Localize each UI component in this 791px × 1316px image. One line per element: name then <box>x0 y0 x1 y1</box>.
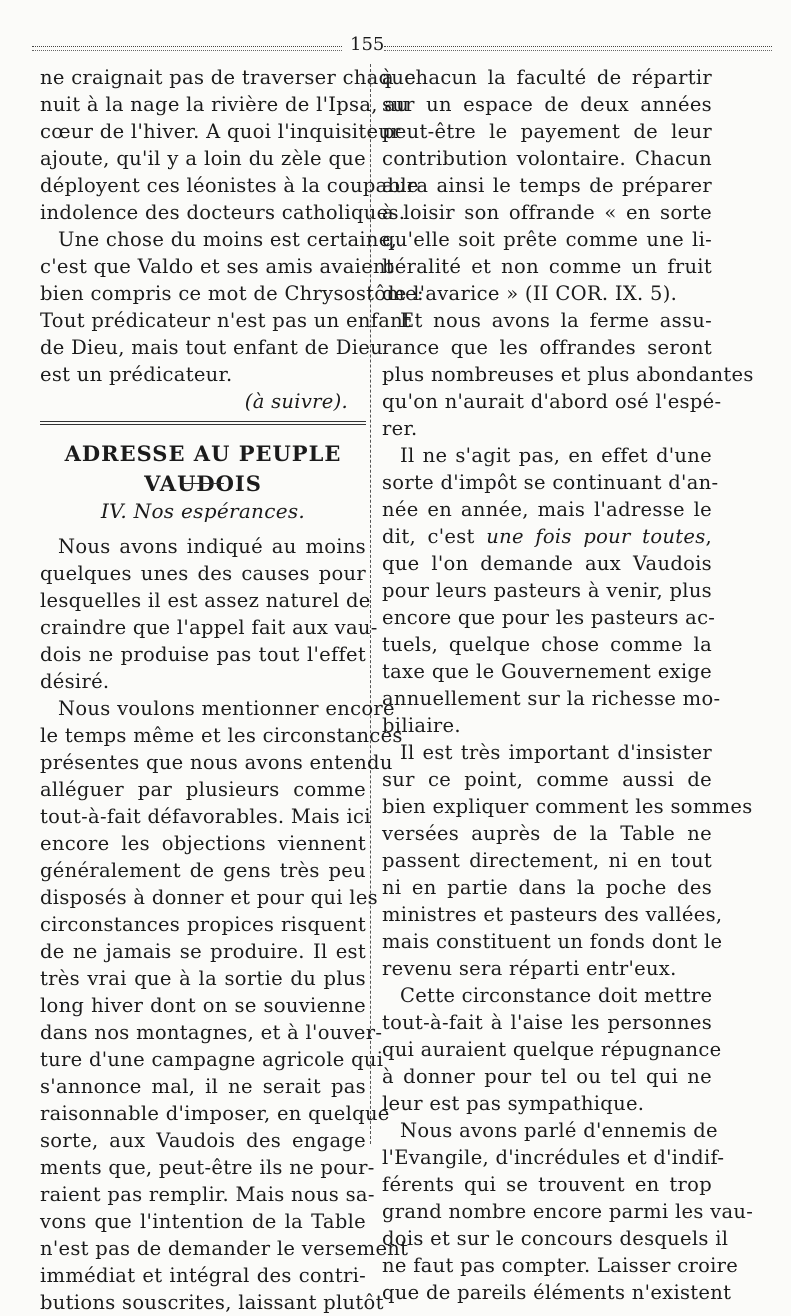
title-dash <box>40 473 366 493</box>
text-line: qu'on n'aurait d'abord osé l'espé- <box>382 390 722 413</box>
text-line: généralement de gens très peu <box>40 859 366 882</box>
text-line: plus nombreuses et plus abondantes <box>382 363 754 386</box>
text-line: grand nombre encore parmi les vau- <box>382 1200 754 1223</box>
text-line: butions souscrites, laissant plutôt <box>40 1291 384 1314</box>
text-line: disposés à donner et pour qui les <box>40 886 378 909</box>
text-line: raient pas remplir. Mais nous sa- <box>40 1183 375 1206</box>
text-line: pour leurs pasteurs à venir, plus <box>382 579 712 602</box>
text-line: bien expliquer comment les sommes <box>382 795 753 818</box>
text-line: s'annonce mal, il ne serait pas <box>40 1075 366 1098</box>
text-line: est un prédicateur. <box>40 363 233 386</box>
page-header <box>32 28 772 58</box>
text-line: ne craignait pas de traverser chaque <box>40 66 417 89</box>
text-line: férents qui se trouvent en trop <box>382 1173 712 1196</box>
text-line: mais constituent un fonds dont le <box>382 930 723 953</box>
text-line: que l'on demande aux Vaudois <box>382 552 712 575</box>
text-line: qu'elle soit prête comme une li- <box>382 228 712 251</box>
text-line: long hiver dont on se souvienne <box>40 994 366 1017</box>
text-line: Il est très important d'insister <box>400 741 712 764</box>
text-line: indolence des docteurs catholiques. <box>40 201 406 224</box>
left-paragraph-2 <box>40 226 424 388</box>
double-rule-separator <box>40 421 366 425</box>
text-line: née en année, mais l'adresse le <box>382 498 712 521</box>
text-line: rer. <box>382 417 418 440</box>
text-line: annuellement sur la richesse mo- <box>382 687 721 710</box>
text-line: leur est pas sympathique. <box>382 1092 645 1115</box>
text-line: ajoute, qu'il y a loin du zèle que <box>40 147 366 170</box>
right-paragraph-3 <box>382 442 721 739</box>
right-paragraph-1 <box>382 64 712 307</box>
text-line: sur un espace de deux années <box>382 93 712 116</box>
text-line: ture d'une campagne agricole qui <box>40 1048 384 1071</box>
right-paragraph-2 <box>382 307 754 442</box>
text-line: vons que l'intention de la Table <box>40 1210 366 1233</box>
to-be-continued: (à suivre). <box>244 390 348 413</box>
left-paragraph-1 <box>40 64 419 226</box>
text-line: dit, c'est une fois pour toutes, <box>382 525 713 548</box>
text-line: ne faut pas compter. Laisser croire <box>382 1254 739 1277</box>
text-line: ministres et pasteurs des vallées, <box>382 903 723 926</box>
text-line: Une chose du moins est certaine, <box>58 228 398 251</box>
text-line: de l'avarice » (II COR. IX. 5). <box>382 282 678 305</box>
text-line: quelques unes des causes pour <box>40 562 366 585</box>
right-column <box>382 64 754 1306</box>
text-line: bien compris ce mot de Chrysostôme: <box>40 282 424 305</box>
text-line: biliaire. <box>382 714 461 737</box>
text-line: Nous avons indiqué au moins <box>58 535 366 558</box>
text-line: que de pareils éléments n'existent <box>382 1281 732 1304</box>
text-line: Nous avons parlé d'ennemis de <box>400 1119 718 1142</box>
text-line: tout-à-fait à l'aise les personnes <box>382 1011 712 1034</box>
text-line: le temps même et les circonstances <box>40 724 403 747</box>
text-line: ni en partie dans la poche des <box>382 876 712 899</box>
text-line: sur ce point, comme aussi de <box>382 768 712 791</box>
text-line: lesquelles il est assez naturel de <box>40 589 371 612</box>
text-line: sorte, aux Vaudois des engage <box>40 1129 366 1152</box>
right-paragraph-6 <box>382 1117 754 1306</box>
left-paragraph-4 <box>40 695 409 1316</box>
text-line: raisonnable d'imposer, en quelque <box>40 1102 390 1125</box>
text-line: dans nos montagnes, et à l'ouver- <box>40 1021 383 1044</box>
text-line: c'est que Valdo et ses amis avaient <box>40 255 395 278</box>
text-line: qui auraient quelque répugnance <box>382 1038 722 1061</box>
text-line: très vrai que à la sortie du plus <box>40 967 366 990</box>
text-line: Il ne s'agit pas, en effet d'une <box>400 444 712 467</box>
italic-phrase: une fois pour toutes <box>486 525 706 548</box>
text-line: désiré. <box>40 670 110 693</box>
text-line: ments que, peut-être ils ne pour- <box>40 1156 375 1179</box>
text-line: revenu sera réparti entr'eux. <box>382 957 677 980</box>
text-line: nuit à la nage la rivière de l'Ipsa, au <box>40 93 410 116</box>
text-line: aura ainsi le temps de préparer <box>382 174 712 197</box>
text-line: peut-être le payement de leur <box>382 120 712 143</box>
text-line: Et nous avons la ferme assu- <box>400 309 712 332</box>
text-line: déployent ces léonistes à la coupable <box>40 174 419 197</box>
text-line: dois ne produise pas tout l'effet <box>40 643 366 666</box>
text-line: encore les objections viennent <box>40 832 366 855</box>
text-line: rance que les offrandes seront <box>382 336 712 359</box>
text-line: n'est pas de demander le versement <box>40 1237 409 1260</box>
right-paragraph-5 <box>382 982 722 1117</box>
text-line: de Dieu, mais tout enfant de Dieu <box>40 336 383 359</box>
text-line: cœur de l'hiver. A quoi l'inquisiteur <box>40 120 401 143</box>
text-line: taxe que le Gouvernement exige <box>382 660 712 683</box>
text-line: circonstances propices risquent <box>40 913 366 936</box>
header-rule-right <box>384 46 772 51</box>
text-line: encore que pour les pasteurs ac- <box>382 606 716 629</box>
text-line: l'Evangile, d'incrédules et d'indif- <box>382 1146 725 1169</box>
article-title: ADRESSE AU PEUPLE VAUDOIS <box>64 441 342 496</box>
text-line: passent directement, ni en tout <box>382 849 712 872</box>
right-paragraph-4 <box>382 739 753 982</box>
text-line: alléguer par plusieurs comme <box>40 778 366 801</box>
left-paragraph-3 <box>40 533 378 695</box>
page-number: 155 <box>350 34 385 55</box>
text-line: béralité et non comme un fruit <box>382 255 712 278</box>
text-line: contribution volontaire. Chacun <box>382 147 712 170</box>
text-line: dois et sur le concours desquels il <box>382 1227 729 1250</box>
text-line: Tout prédicateur n'est pas un enfant <box>40 309 412 332</box>
text-line: Nous voulons mentionner encore <box>58 697 395 720</box>
text-line: immédiat et intégral des contri- <box>40 1264 366 1287</box>
text-line: à chacun la faculté de répartir <box>382 66 712 89</box>
text-line: Cette circonstance doit mettre <box>400 984 713 1007</box>
text-line: à donner pour tel ou tel qui ne <box>382 1065 712 1088</box>
header-rule-left <box>32 46 342 51</box>
text-line: à loisir son offrande « en sorte <box>382 201 712 224</box>
text-line: craindre que l'appel fait aux vau- <box>40 616 378 639</box>
text-line: de ne jamais se produire. Il est <box>40 940 366 963</box>
text-line: tout-à-fait défavorables. Mais ici <box>40 805 371 828</box>
text-line: tuels, quelque chose comme la <box>382 633 712 656</box>
text-line: présentes que nous avons entendu <box>40 751 393 774</box>
text-line: sorte d'impôt se continuant d'an- <box>382 471 719 494</box>
section-title: IV. Nos espérances. <box>100 499 306 523</box>
text-line: versées auprès de la Table ne <box>382 822 712 845</box>
